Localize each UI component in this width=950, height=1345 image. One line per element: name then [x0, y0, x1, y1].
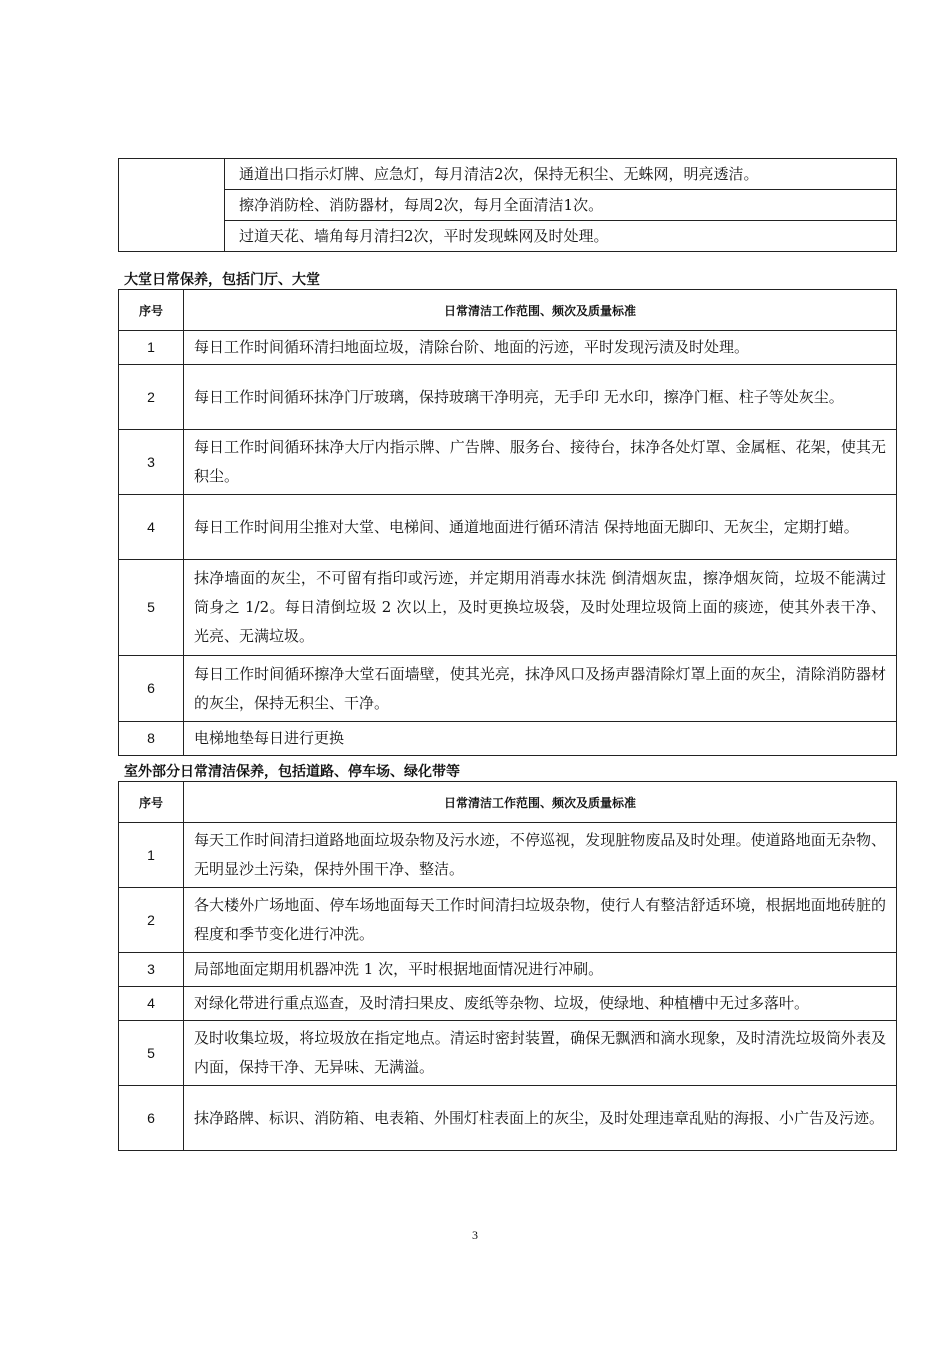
table-row	[119, 656, 897, 722]
table-row	[119, 221, 897, 252]
table-row	[119, 560, 897, 656]
row-description: 每天工作时间清扫道路地面垃圾杂物及污水迹，不停巡视，发现脏物废品及时处理。使道路地面无杂物、无明显沙土污染，保持外围干净、整洁。	[184, 823, 897, 888]
row-description: 各大楼外广场地面、停车场地面每天工作时间清扫垃圾杂物，使行人有整洁舒适环境，根据地面地砖脏的程度和季节变化进行冲洗。	[184, 888, 897, 953]
row-number: 5	[119, 1021, 184, 1086]
row-description: 电梯地垫每日进行更换	[184, 722, 897, 756]
row-number: 4	[119, 987, 184, 1021]
row-description: 每日工作时间循环抹净大厅内指示牌、广告牌、服务台、接待台，抹净各处灯罩、金属框、花架，使其无积尘。	[184, 430, 897, 495]
row-description: 每日工作时间循环抹净门厅玻璃，保持玻璃干净明亮，无手印 无水印，擦净门框、柱子等处灰尘。	[184, 365, 897, 430]
row-description: 抹净墙面的灰尘，不可留有指印或污迹，并定期用消毒水抹洗 倒清烟灰盅，擦净烟灰筒，垃圾不能满过筒身之 1/2。每日清倒垃圾 2 次以上，及时更换垃圾袋，及时处理垃圾筒上面的痰迹，使其外表干净、光亮、无满垃圾。	[184, 560, 897, 656]
row-number: 1	[119, 331, 184, 365]
table-row	[119, 1021, 897, 1086]
column-header-number: 序号	[119, 782, 184, 823]
row-number: 3	[119, 430, 184, 495]
table-row	[119, 987, 897, 1021]
table-row	[119, 190, 897, 221]
row-number: 5	[119, 560, 184, 656]
table-cell: 过道天花、墙角每月清扫2次，平时发现蛛网及时处理。	[225, 221, 897, 252]
section-title-outdoor: 室外部分日常清洁保养，包括道路、停车场、绿化带等	[124, 764, 460, 780]
row-number: 8	[119, 722, 184, 756]
row-description: 抹净路牌、标识、消防箱、电表箱、外围灯柱表面上的灰尘，及时处理违章乱贴的海报、小广告及污迹。	[184, 1086, 897, 1151]
table-header-row	[119, 290, 897, 331]
row-description: 每日工作时间用尘推对大堂、电梯间、通道地面进行循环清洁 保持地面无脚印、无灰尘，定期打蜡。	[184, 495, 897, 560]
table-row	[119, 888, 897, 953]
page-number: 3	[472, 1228, 478, 1242]
row-number: 3	[119, 953, 184, 987]
table-cell: 擦净消防栓、消防器材，每周2次，每月全面清洁1次。	[225, 190, 897, 221]
table-row	[119, 495, 897, 560]
row-number: 6	[119, 1086, 184, 1151]
column-header-number: 序号	[119, 290, 184, 331]
column-header-description: 日常清洁工作范围、频次及质量标准	[184, 782, 897, 823]
table-cell: 通道出口指示灯牌、应急灯，每月清洁2次，保持无积尘、无蛛网，明亮透洁。	[225, 159, 897, 190]
row-description: 对绿化带进行重点巡查，及时清扫果皮、废纸等杂物、垃圾，使绿地、种植槽中无过多落叶。	[184, 987, 897, 1021]
table-row	[119, 159, 897, 190]
table-row	[119, 331, 897, 365]
empty-cell	[119, 159, 225, 252]
table-row	[119, 365, 897, 430]
row-description: 及时收集垃圾，将垃圾放在指定地点。清运时密封装置，确保无飘洒和滴水现象，及时清洗垃圾筒外表及内面，保持干净、无异味、无满溢。	[184, 1021, 897, 1086]
table-header-row	[119, 782, 897, 823]
row-number: 2	[119, 365, 184, 430]
table-row	[119, 430, 897, 495]
section-title-lobby: 大堂日常保养，包括门厅、大堂	[124, 272, 320, 288]
lobby-table	[118, 289, 897, 756]
row-number: 2	[119, 888, 184, 953]
table-row	[119, 1086, 897, 1151]
row-number: 1	[119, 823, 184, 888]
row-description: 每日工作时间循环清扫地面垃圾，清除台阶、地面的污迹，平时发现污渍及时处理。	[184, 331, 897, 365]
table-row	[119, 823, 897, 888]
continuation-table	[118, 158, 897, 252]
row-number: 6	[119, 656, 184, 722]
table-row	[119, 722, 897, 756]
column-header-description: 日常清洁工作范围、频次及质量标准	[184, 290, 897, 331]
outdoor-table	[118, 781, 897, 1151]
table-row	[119, 953, 897, 987]
row-description: 每日工作时间循环擦净大堂石面墙壁，使其光亮，抹净风口及扬声器清除灯罩上面的灰尘，清除消防器材的灰尘，保持无积尘、干净。	[184, 656, 897, 722]
row-number: 4	[119, 495, 184, 560]
row-description: 局部地面定期用机器冲洗 1 次，平时根据地面情况进行冲刷。	[184, 953, 897, 987]
